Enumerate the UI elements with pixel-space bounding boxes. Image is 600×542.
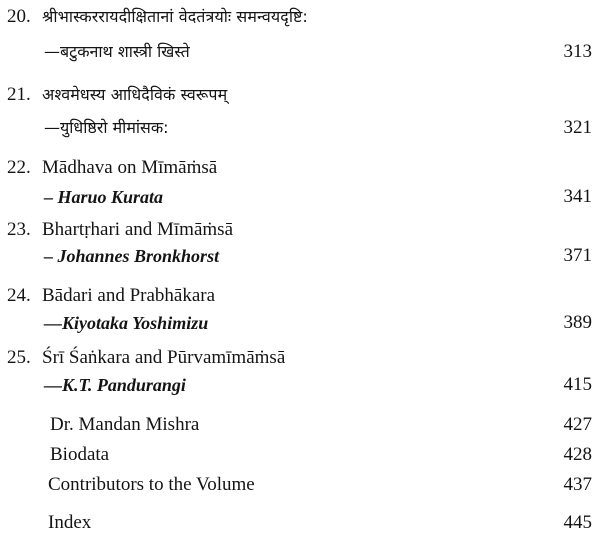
toc-entry-24-author-line xyxy=(0,310,600,336)
chapter-number: 20. xyxy=(7,6,31,27)
toc-entry-mandan-mishra xyxy=(0,412,600,438)
chapter-title: Bādari and Prabhākara xyxy=(42,285,216,306)
toc-entry-24-title-line xyxy=(0,283,600,309)
toc-entry-21-title-line xyxy=(0,82,600,108)
end-matter-title: Index xyxy=(48,512,92,533)
page-number: 437 xyxy=(563,474,592,495)
chapter-title: अश्वमेधस्य आधिदैविकं स्वरूपम् xyxy=(42,85,228,104)
end-matter-title: Biodata xyxy=(50,444,110,465)
toc-entry-25-author-line xyxy=(0,372,600,398)
chapter-number: 24. xyxy=(7,285,31,306)
toc-entry-23-author-line xyxy=(0,243,600,269)
chapter-number: 21. xyxy=(7,84,31,105)
chapter-title: Bhartṛhari and Mīmāṁsā xyxy=(42,219,234,240)
chapter-author: —बटुकनाथ शास्त्री खिस्ते xyxy=(44,42,190,61)
toc-entry-20-title-line xyxy=(0,4,600,30)
toc-entry-22-author-line xyxy=(0,184,600,210)
toc-entry-23-title-line xyxy=(0,217,600,243)
page-number: 313 xyxy=(563,41,592,62)
toc-entry-contributors xyxy=(0,472,600,498)
chapter-number: 22. xyxy=(7,157,31,178)
chapter-author: – Haruo Kurata xyxy=(44,187,164,207)
chapter-title: Mādhava on Mīmāṁsā xyxy=(42,157,218,178)
chapter-author: – Johannes Bronkhorst xyxy=(44,246,220,266)
chapter-number: 23. xyxy=(7,219,31,240)
page-number: 428 xyxy=(563,444,592,465)
toc-entry-22-title-line xyxy=(0,155,600,181)
page-number: 415 xyxy=(563,374,592,395)
toc-entry-index xyxy=(0,510,600,536)
chapter-number: 25. xyxy=(7,347,31,368)
chapter-title: Śrī Śaṅkara and Pūrvamīmāṁsā xyxy=(42,347,286,368)
page-number: 341 xyxy=(563,186,592,207)
page-number: 445 xyxy=(563,512,592,533)
chapter-author: —युधिष्ठिरो मीमांसक: xyxy=(44,118,169,137)
page-number: 371 xyxy=(563,245,592,266)
toc-entry-biodata xyxy=(0,442,600,468)
toc-entry-21-author-line xyxy=(0,115,600,141)
page-number: 321 xyxy=(563,117,592,138)
chapter-title: श्रीभास्कररायदीक्षितानां वेदतंत्रयोः समन्वयदृष्टि: xyxy=(42,7,308,26)
toc-entry-25-title-line xyxy=(0,345,600,371)
end-matter-title: Contributors to the Volume xyxy=(48,474,255,495)
toc-entry-20-author-line xyxy=(0,39,600,65)
chapter-author: —Kiyotaka Yoshimizu xyxy=(44,313,209,333)
chapter-author: —K.T. Pandurangi xyxy=(44,375,186,395)
page-number: 389 xyxy=(563,312,592,333)
page-number: 427 xyxy=(563,414,592,435)
end-matter-title: Dr. Mandan Mishra xyxy=(50,414,200,435)
